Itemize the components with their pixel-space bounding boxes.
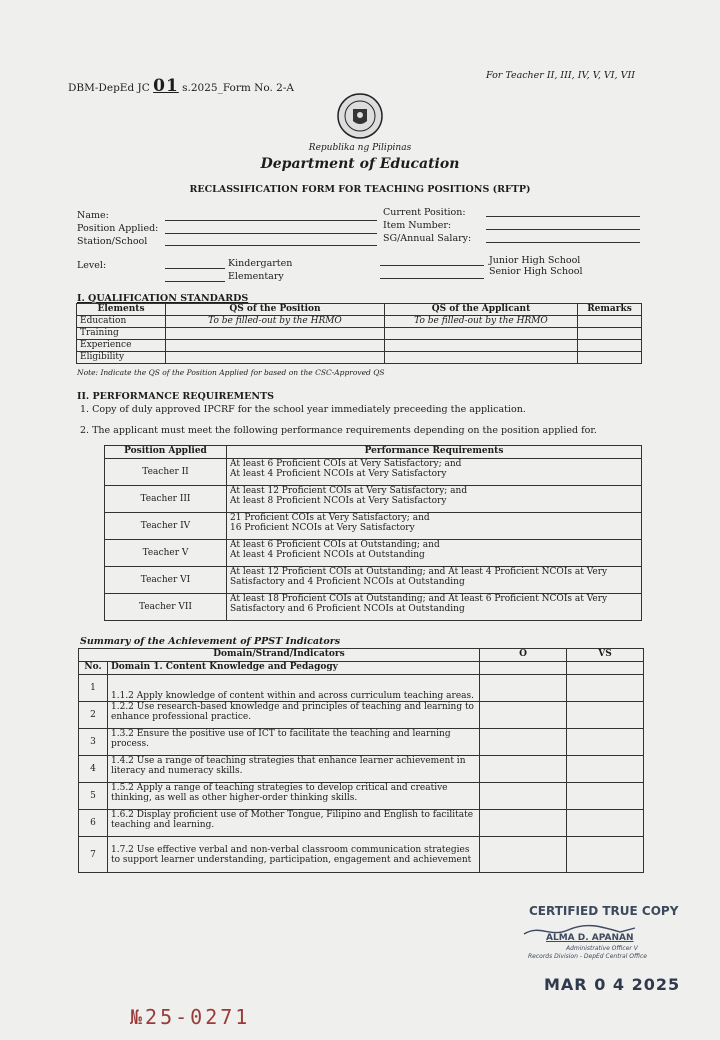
name-field[interactable]	[165, 220, 377, 221]
perf-position: Teacher III	[105, 486, 227, 513]
perf-position: Teacher IV	[105, 513, 227, 540]
table-row	[77, 328, 642, 340]
ppst-o-cell[interactable]	[480, 675, 567, 702]
perf-requirement-line: Satisfactory and 6 Proficient NCOIs at Outstanding	[230, 604, 465, 614]
republic-label: Republika ng Pilipinas	[308, 143, 412, 153]
ppst-indicator-line: 1.2.2 Use research-based knowledge and principles of teaching and learning to	[111, 702, 474, 712]
ppst-no-label: No.	[79, 662, 108, 675]
ppst-indicator-line: 1.6.2 Display proficient use of Mother Tongue, Filipino and English to facilitate	[111, 810, 474, 820]
qs-remarks[interactable]	[578, 316, 642, 328]
perf-requirement	[227, 459, 642, 486]
ppst-indicator	[108, 729, 480, 756]
ppst-vs-cell[interactable]	[567, 810, 644, 837]
perf-position: Teacher II	[105, 459, 227, 486]
qs-remarks[interactable]	[578, 328, 642, 340]
qs-position-value[interactable]	[166, 340, 385, 352]
perf-col-requirements: Performance Requirements	[227, 446, 642, 459]
ppst-indicator-line: enhance professional practice.	[111, 712, 252, 722]
perf-requirement-line: At least 12 Proficient COIs at Outstanding; and At least 4 Proficient NCOIs at Very	[230, 567, 608, 577]
perf-col-position: Position Applied	[105, 446, 227, 459]
perf-position: Teacher V	[105, 540, 227, 567]
certified-true-copy-stamp: CERTIFIED TRUE COPY	[529, 904, 679, 918]
table-row	[79, 783, 644, 810]
senior-high-check[interactable]	[380, 278, 484, 279]
position-applied-label: Position Applied:	[77, 223, 159, 234]
sg-salary-label: SG/Annual Salary:	[383, 233, 472, 244]
qs-col-applicant: QS of the Applicant	[385, 304, 578, 316]
ppst-domain-vs	[567, 662, 644, 675]
certifier-office: Records Division - DepEd Central Office	[528, 953, 647, 960]
ppst-indicator-line: to support learner understanding, participation, engagement and achievement	[111, 854, 472, 865]
level-label: Level:	[77, 260, 107, 271]
table-row	[105, 540, 642, 567]
perf-requirement	[227, 486, 642, 513]
ppst-col-o: O	[480, 649, 567, 662]
ppst-o-cell[interactable]	[480, 729, 567, 756]
senior-high-label: Senior High School	[489, 266, 583, 277]
perf-requirement-line: At least 4 Proficient NCOIs at Outstanding	[230, 550, 425, 560]
position-applied-field[interactable]	[165, 233, 377, 234]
qs-col-position: QS of the Position	[166, 304, 385, 316]
perf-requirement-line: 16 Proficient NCOIs at Very Satisfactory	[230, 523, 415, 533]
table-row	[105, 486, 642, 513]
ppst-indicator	[108, 702, 480, 729]
table-row	[105, 594, 642, 621]
perf-requirement-line: Satisfactory and 4 Proficient NCOIs at Outstanding	[230, 577, 465, 587]
qs-applicant-value[interactable]	[385, 328, 578, 340]
form-code-suffix: s.2025_Form No. 2-A	[182, 82, 294, 94]
certification-date: MAR 0 4 2025	[544, 975, 681, 994]
qs-applicant-value[interactable]: To be filled-out by the HRMO	[385, 316, 578, 328]
station-school-field[interactable]	[165, 245, 377, 246]
perf-requirement-line: At least 18 Proficient COIs at Outstanding; and At least 6 Proficient NCOIs at Very	[230, 594, 608, 604]
ppst-number: 3	[79, 729, 108, 756]
qs-element: Training	[77, 328, 166, 340]
ppst-indicator-line: 1.1.2 Apply knowledge of content within and across curriculum teaching areas.	[111, 691, 475, 701]
table-row	[79, 675, 644, 702]
qs-applicant-value[interactable]	[385, 340, 578, 352]
table-row	[79, 756, 644, 783]
form-title: RECLASSIFICATION FORM FOR TEACHING POSITIONS (RFTP)	[189, 184, 531, 195]
ppst-indicator	[108, 810, 480, 837]
certifier-title: Administrative Officer V	[566, 945, 638, 952]
table-row	[79, 702, 644, 729]
current-position-label: Current Position:	[383, 207, 466, 218]
perf-requirement	[227, 540, 642, 567]
ppst-vs-cell[interactable]	[567, 702, 644, 729]
ppst-number: 5	[79, 783, 108, 810]
serial-number: №25-0271	[130, 1005, 251, 1029]
perf-requirement-line: At least 8 Proficient NCOIs at Very Satisfactory	[230, 496, 447, 506]
table-row	[79, 810, 644, 837]
ppst-indicator-line: teaching and learning.	[111, 820, 215, 830]
qualification-heading: I. QUALIFICATION STANDARDS	[77, 293, 249, 304]
perf-position: Teacher VII	[105, 594, 227, 621]
ppst-vs-cell[interactable]	[567, 837, 644, 873]
qs-element: Eligibility	[77, 352, 166, 364]
performance-item-2: 2. The applicant must meet the following performance requirements depending on the position applied for.	[80, 425, 597, 436]
form-code-number: 01	[153, 76, 179, 96]
table-row	[77, 352, 642, 364]
table-row	[79, 837, 644, 873]
perf-requirement	[227, 567, 642, 594]
perf-requirement	[227, 513, 642, 540]
kindergarten-check[interactable]	[165, 268, 225, 269]
elementary-label: Elementary	[228, 271, 284, 282]
performance-heading: II. PERFORMANCE REQUIREMENTS	[77, 391, 275, 402]
form-code-prefix: DBM-DepEd JC	[68, 82, 150, 94]
perf-requirement-line: At least 6 Proficient COIs at Outstanding; and	[230, 540, 440, 550]
ppst-col-vs: VS	[567, 649, 644, 662]
perf-requirement	[227, 594, 642, 621]
performance-item-1: 1. Copy of duly approved IPCRF for the school year immediately preceeding the application.	[80, 404, 526, 415]
qs-col-elements: Elements	[77, 304, 166, 316]
table-row	[105, 459, 642, 486]
ppst-number: 4	[79, 756, 108, 783]
kindergarten-label: Kindergarten	[228, 258, 293, 269]
ppst-o-cell[interactable]	[480, 783, 567, 810]
ppst-indicator	[108, 783, 480, 810]
qs-position-value[interactable]	[166, 328, 385, 340]
ppst-indicator	[108, 837, 480, 873]
qs-position-value[interactable]: To be filled-out by the HRMO	[166, 316, 385, 328]
table-row	[105, 513, 642, 540]
form-code	[68, 76, 294, 96]
current-position-field[interactable]	[486, 216, 640, 217]
ppst-number: 6	[79, 810, 108, 837]
ppst-number: 7	[79, 837, 108, 873]
station-school-label: Station/School	[77, 236, 148, 247]
ppst-indicator-line: 1.3.2 Ensure the positive use of ICT to facilitate the teaching and learning	[111, 729, 451, 739]
ppst-o-cell[interactable]	[480, 837, 567, 873]
qualification-table	[76, 303, 642, 364]
ppst-indicator-line: literacy and numeracy skills.	[111, 766, 243, 776]
ppst-col-indicators: Domain/Strand/Indicators	[79, 649, 480, 662]
name-label: Name:	[77, 210, 109, 221]
perf-requirement-line: At least 4 Proficient NCOIs at Very Satisfactory	[230, 469, 447, 479]
table-row	[105, 567, 642, 594]
perf-requirement-line: At least 6 Proficient COIs at Very Satisfactory; and	[230, 459, 462, 469]
perf-requirement-line: 21 Proficient COIs at Very Satisfactory; and	[230, 513, 430, 523]
certifier-name: ALMA D. APANAN	[546, 933, 634, 943]
qs-element: Education	[77, 316, 166, 328]
ppst-o-cell[interactable]	[480, 756, 567, 783]
qs-remarks[interactable]	[578, 352, 642, 364]
qs-position-value[interactable]	[166, 352, 385, 364]
qs-remarks[interactable]	[578, 340, 642, 352]
ppst-o-cell[interactable]	[480, 702, 567, 729]
ppst-number: 1	[79, 675, 108, 702]
performance-table	[104, 445, 642, 621]
ppst-indicator-line: 1.7.2 Use effective verbal and non-verbal classroom communication strategies	[111, 844, 470, 855]
junior-high-label: Junior High School	[489, 255, 581, 266]
ppst-indicator	[108, 756, 480, 783]
ppst-vs-cell[interactable]	[567, 756, 644, 783]
qualification-note: Note: Indicate the QS of the Position Applied for based on the CSC-Approved QS	[77, 368, 385, 377]
ppst-o-cell[interactable]	[480, 810, 567, 837]
ppst-table	[78, 648, 644, 873]
qs-applicant-value[interactable]	[385, 352, 578, 364]
ppst-indicator-line: 1.5.2 Apply a range of teaching strategies to develop critical and creative	[111, 783, 448, 793]
junior-high-check[interactable]	[380, 265, 484, 266]
ppst-number: 2	[79, 702, 108, 729]
qs-col-remarks: Remarks	[578, 304, 642, 316]
ppst-indicator-line: process.	[111, 739, 149, 749]
ppst-vs-cell[interactable]	[567, 783, 644, 810]
sg-salary-field[interactable]	[486, 242, 640, 243]
item-number-label: Item Number:	[383, 220, 452, 231]
summary-heading: Summary of the Achievement of PPST Indicators	[80, 636, 341, 647]
department-label: Department of Education	[260, 156, 460, 172]
ppst-indicator-line: thinking, as well as other higher-order thinking skills.	[111, 793, 358, 803]
ppst-indicator	[108, 675, 480, 702]
table-row	[79, 729, 644, 756]
ppst-domain-label: Domain 1. Content Knowledge and Pedagogy	[108, 662, 480, 675]
perf-requirement-line: At least 12 Proficient COIs at Very Satisfactory; and	[230, 486, 468, 496]
table-row	[77, 340, 642, 352]
deped-seal-icon	[337, 93, 383, 139]
item-number-field[interactable]	[486, 229, 640, 230]
perf-position: Teacher VI	[105, 567, 227, 594]
ppst-domain-o	[480, 662, 567, 675]
elementary-check[interactable]	[165, 281, 225, 282]
ppst-vs-cell[interactable]	[567, 675, 644, 702]
qs-element: Experience	[77, 340, 166, 352]
table-row	[77, 316, 642, 328]
applies-to: For Teacher II, III, IV, V, VI, VII	[486, 70, 635, 81]
ppst-indicator-line: 1.4.2 Use a range of teaching strategies that enhance learner achievement in	[111, 756, 466, 766]
ppst-vs-cell[interactable]	[567, 729, 644, 756]
